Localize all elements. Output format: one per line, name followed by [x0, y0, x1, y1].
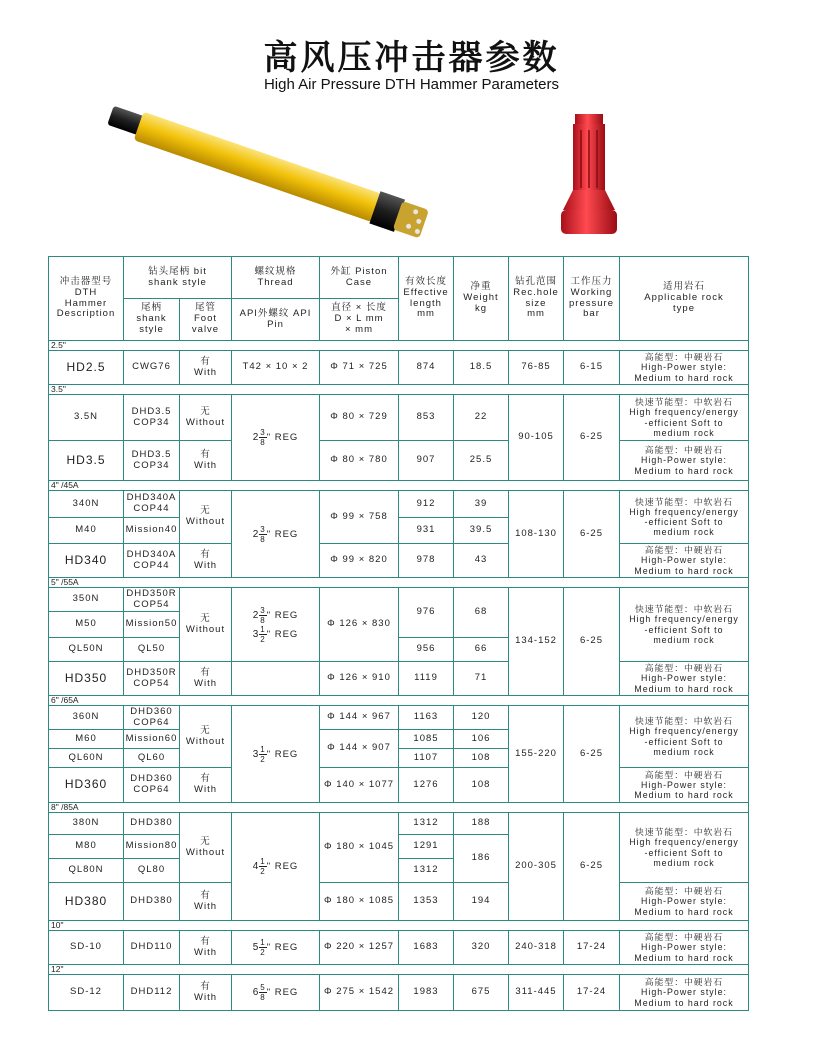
rock-cell: 高能型：中硬岩石 High-Power style: Medium to hard rock — [620, 441, 749, 481]
length-cell: 978 — [399, 544, 454, 578]
dxl-cell: Φ 80 × 729 — [320, 395, 399, 441]
weight-cell: 71 — [454, 662, 509, 696]
shank-cell: QL80 — [124, 859, 180, 883]
table-row — [49, 931, 749, 965]
rock-cell: 高能型：中硬岩石 High-Power style: Medium to hard rock — [620, 883, 749, 921]
page-title-en: High Air Pressure DTH Hammer Parameters — [263, 76, 560, 93]
shank-cell: DHD340A COP44 — [124, 491, 180, 518]
weight-cell: 108 — [454, 768, 509, 803]
pressure-cell: 6-25 — [564, 395, 620, 481]
weight-cell: 186 — [454, 835, 509, 883]
rock-cell: 高能型：中硬岩石 High-Power style: Medium to hard rock — [620, 351, 749, 385]
length-cell: 1312 — [399, 813, 454, 835]
header-bit-shank: 钻头尾柄 bit shank style — [124, 257, 232, 299]
weight-cell: 188 — [454, 813, 509, 835]
model-cell: 340N — [49, 491, 124, 518]
header-thread: 螺纹规格 Thread — [232, 257, 320, 299]
foot-valve-cell: 无 Without — [180, 491, 232, 544]
rock-cell: 高能型：中硬岩石 High-Power style: Medium to hard rock — [620, 662, 749, 696]
thread-cell: 2 $\frac{3}{8}$ " REG 3 $\frac{1}{2}$ " REG — [232, 588, 320, 662]
foot-valve-cell: 无 Without — [180, 588, 232, 662]
header-pressure: 工作压力 Working pressure bar — [564, 257, 620, 341]
table-row — [49, 975, 749, 1011]
thread-cell: 6 $\frac{5}{8}$ " REG — [232, 975, 320, 1011]
length-cell: 1983 — [399, 975, 454, 1011]
section-label: 10" — [49, 921, 749, 931]
header-length: 有效长度 Effective length mm — [399, 257, 454, 341]
pressure-cell: 17-24 — [564, 975, 620, 1011]
rock-cell: 快速节能型：中软岩石 High frequency/energy -efficient Soft to medium rock — [620, 813, 749, 883]
section-label: 5" /55A — [49, 578, 749, 588]
header-model: 冲击器型号 DTH Hammer Description — [49, 257, 124, 341]
table-row — [49, 351, 749, 385]
model-cell: HD2.5 — [49, 351, 124, 385]
model-cell: M60 — [49, 730, 124, 749]
model-cell: M50 — [49, 612, 124, 638]
foot-valve-cell: 无 Without — [180, 813, 232, 883]
section-label: 2.5" — [49, 341, 749, 351]
page-title-zh: 高风压冲击器参数 — [263, 38, 560, 78]
weight-cell: 68 — [454, 588, 509, 638]
dxl-cell: Φ 180 × 1085 — [320, 883, 399, 921]
model-cell: SD-10 — [49, 931, 124, 965]
hole-cell: 90-105 — [509, 395, 564, 481]
table-row — [49, 588, 749, 612]
rock-cell: 高能型：中硬岩石 High-Power style: Medium to hard rock — [620, 768, 749, 803]
model-cell: HD3.5 — [49, 441, 124, 481]
table-row — [49, 395, 749, 441]
model-cell: 380N — [49, 813, 124, 835]
foot-valve-cell: 无 Without — [180, 706, 232, 768]
rock-cell: 高能型：中硬岩石 High-Power style: Medium to hard rock — [620, 931, 749, 965]
length-cell: 976 — [399, 588, 454, 638]
length-cell: 1312 — [399, 859, 454, 883]
header-piston: 外缸 Piston Case — [320, 257, 399, 299]
dxl-cell: Φ 99 × 758 — [320, 491, 399, 544]
length-cell: 1163 — [399, 706, 454, 730]
model-cell: 3.5N — [49, 395, 124, 441]
length-cell: 1276 — [399, 768, 454, 803]
length-cell: 1291 — [399, 835, 454, 859]
hole-cell: 240-318 — [509, 931, 564, 965]
thread-cell: 3 $\frac{1}{2}$ " REG — [232, 706, 320, 803]
section-label: 3.5" — [49, 385, 749, 395]
table-row — [49, 662, 749, 696]
shank-cell: Mission40 — [124, 518, 180, 544]
model-cell: M40 — [49, 518, 124, 544]
length-cell: 1119 — [399, 662, 454, 696]
rock-cell: 高能型：中硬岩石 High-Power style: Medium to hard rock — [620, 544, 749, 578]
length-cell: 1085 — [399, 730, 454, 749]
dxl-cell: Φ 99 × 820 — [320, 544, 399, 578]
foot-valve-cell: 有 With — [180, 931, 232, 965]
section-label: 8" /85A — [49, 803, 749, 813]
thread-cell: T42 × 10 × 2 — [232, 351, 320, 385]
dxl-cell: Φ 180 × 1045 — [320, 813, 399, 883]
drill-bit-image — [555, 110, 625, 240]
weight-cell: 66 — [454, 638, 509, 662]
dxl-cell: Φ 71 × 725 — [320, 351, 399, 385]
hole-cell: 76-85 — [509, 351, 564, 385]
pressure-cell: 17-24 — [564, 931, 620, 965]
model-cell: HD360 — [49, 768, 124, 803]
header-api: API外螺纹 API Pin — [232, 299, 320, 341]
model-cell: HD350 — [49, 662, 124, 696]
table-row — [49, 813, 749, 835]
foot-valve-cell: 有 With — [180, 768, 232, 803]
section-label: 12" — [49, 965, 749, 975]
foot-valve-cell: 有 With — [180, 975, 232, 1011]
shank-cell: DHD350R COP54 — [124, 588, 180, 612]
header-hole: 钻孔范围 Rec.hole size mm — [509, 257, 564, 341]
shank-cell: DHD380 — [124, 813, 180, 835]
header-shank: 尾柄 shank style — [124, 299, 180, 341]
weight-cell: 39.5 — [454, 518, 509, 544]
table-row — [49, 706, 749, 730]
shank-cell: DHD380 — [124, 883, 180, 921]
shank-cell: DHD360 COP64 — [124, 706, 180, 730]
dxl-cell: Φ 220 × 1257 — [320, 931, 399, 965]
length-cell: 874 — [399, 351, 454, 385]
model-cell: M80 — [49, 835, 124, 859]
weight-cell: 194 — [454, 883, 509, 921]
model-cell: SD-12 — [49, 975, 124, 1011]
shank-cell: DHD350R COP54 — [124, 662, 180, 696]
rock-cell: 快速节能型：中软岩石 High frequency/energy -efficient Soft to medium rock — [620, 588, 749, 662]
hole-cell: 155-220 — [509, 706, 564, 803]
shank-cell: QL60 — [124, 749, 180, 768]
shank-cell: Mission60 — [124, 730, 180, 749]
foot-valve-cell: 有 With — [180, 662, 232, 696]
shank-cell: DHD110 — [124, 931, 180, 965]
table-row — [49, 883, 749, 921]
section-label: 6" /65A — [49, 696, 749, 706]
dxl-cell: Φ 144 × 907 — [320, 730, 399, 768]
dxl-cell: Φ 144 × 967 — [320, 706, 399, 730]
model-cell: QL60N — [49, 749, 124, 768]
model-cell: 360N — [49, 706, 124, 730]
dxl-cell: Φ 140 × 1077 — [320, 768, 399, 803]
model-cell: QL80N — [49, 859, 124, 883]
rock-cell: 快速节能型：中软岩石 High frequency/energy -efficient Soft to medium rock — [620, 706, 749, 768]
pressure-cell: 6-25 — [564, 813, 620, 921]
shank-cell: DHD3.5 COP34 — [124, 441, 180, 481]
dxl-cell: Φ 126 × 830 — [320, 588, 399, 662]
weight-cell: 18.5 — [454, 351, 509, 385]
length-cell: 1107 — [399, 749, 454, 768]
model-cell: HD340 — [49, 544, 124, 578]
model-cell: 350N — [49, 588, 124, 612]
shank-cell: QL50 — [124, 638, 180, 662]
length-cell: 1353 — [399, 883, 454, 921]
thread-cell: 2 $\frac{3}{8}$ " REG — [232, 395, 320, 481]
foot-valve-cell: 有 With — [180, 441, 232, 481]
hole-cell: 108-130 — [509, 491, 564, 578]
section-label: 4" /45A — [49, 481, 749, 491]
header-foot: 尾管 Foot valve — [180, 299, 232, 341]
foot-valve-cell: 有 With — [180, 351, 232, 385]
thread-cell: 5 $\frac{1}{2}$ " REG — [232, 931, 320, 965]
weight-cell: 39 — [454, 491, 509, 518]
table-row — [49, 768, 749, 803]
weight-cell: 43 — [454, 544, 509, 578]
hammer-spec-table — [48, 256, 749, 1011]
rock-cell: 快速节能型：中软岩石 High frequency/energy -efficient Soft to medium rock — [620, 491, 749, 544]
weight-cell: 675 — [454, 975, 509, 1011]
rock-cell: 快速节能型：中软岩石 High frequency/energy -efficient Soft to medium rock — [620, 395, 749, 441]
shank-cell: DHD360 COP64 — [124, 768, 180, 803]
table-row — [49, 441, 749, 481]
header-rock: 适用岩石 Applicable rock type — [620, 257, 749, 341]
length-cell: 956 — [399, 638, 454, 662]
shank-cell: DHD340A COP44 — [124, 544, 180, 578]
header-dxl: 直径 × 长度 D × L mm × mm — [320, 299, 399, 341]
pressure-cell: 6-25 — [564, 588, 620, 696]
shank-cell: CWG76 — [124, 351, 180, 385]
hole-cell: 311-445 — [509, 975, 564, 1011]
model-cell: HD380 — [49, 883, 124, 921]
foot-valve-cell: 有 With — [180, 544, 232, 578]
table-row — [49, 544, 749, 578]
model-cell: QL50N — [49, 638, 124, 662]
header-weight: 净重 Weight kg — [454, 257, 509, 341]
thread-cell: 4 $\frac{1}{2}$ " REG — [232, 813, 320, 921]
hole-cell: 200-305 — [509, 813, 564, 921]
rock-cell: 高能型：中硬岩石 High-Power style: Medium to hard rock — [620, 975, 749, 1011]
length-cell: 853 — [399, 395, 454, 441]
weight-cell: 120 — [454, 706, 509, 730]
foot-valve-cell: 有 With — [180, 883, 232, 921]
shank-cell: Mission50 — [124, 612, 180, 638]
weight-cell: 25.5 — [454, 441, 509, 481]
dxl-cell: Φ 275 × 1542 — [320, 975, 399, 1011]
shank-cell: Mission80 — [124, 835, 180, 859]
weight-cell: 108 — [454, 749, 509, 768]
weight-cell: 106 — [454, 730, 509, 749]
hole-cell: 134-152 — [509, 588, 564, 696]
dth-hammer-image — [100, 100, 450, 250]
weight-cell: 320 — [454, 931, 509, 965]
table-row — [49, 491, 749, 518]
thread-cell: 2 $\frac{3}{8}$ " REG — [232, 491, 320, 578]
dxl-cell: Φ 126 × 910 — [320, 662, 399, 696]
thread-cell — [232, 662, 320, 696]
length-cell: 1683 — [399, 931, 454, 965]
pressure-cell: 6-25 — [564, 706, 620, 803]
length-cell: 907 — [399, 441, 454, 481]
pressure-cell: 6-15 — [564, 351, 620, 385]
length-cell: 912 — [399, 491, 454, 518]
length-cell: 931 — [399, 518, 454, 544]
shank-cell: DHD112 — [124, 975, 180, 1011]
foot-valve-cell: 无 Without — [180, 395, 232, 441]
weight-cell: 22 — [454, 395, 509, 441]
pressure-cell: 6-25 — [564, 491, 620, 578]
shank-cell: DHD3.5 COP34 — [124, 395, 180, 441]
dxl-cell: Φ 80 × 780 — [320, 441, 399, 481]
